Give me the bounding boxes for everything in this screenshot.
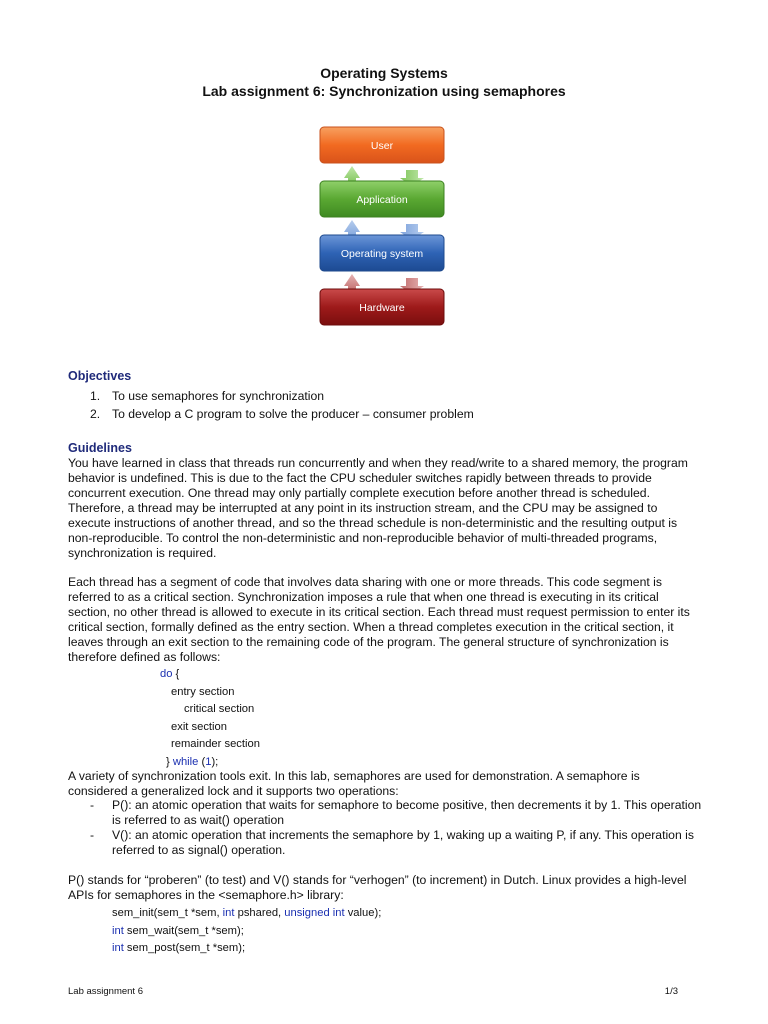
list-item: - V(): an atomic operation that increments the semaphore by 1, waking up a waiting P, if any. This operation is referred to as signal() operation.	[90, 828, 694, 857]
layer-application	[320, 181, 444, 217]
code-semaphore-api	[112, 905, 381, 958]
code-line: entry section	[171, 685, 235, 698]
paragraph-critical-section: Each thread has a segment of code that involves data sharing with one or more threads. This code segment is referred to as a critical section. Synchronization imposes a rule that when one thread is executing in its critical section, no other thread is allowed to execute in its critical section. Each thread must request permission to enter its critical section, formally defined as the entry section. When a thread completes execution in the critical section, it leaves through an exit section to the remaining code of the program. The general structure of synchronization is therefore defined as follows:	[68, 575, 690, 664]
code-line: remainder section	[171, 738, 260, 750]
page-title: Operating Systems	[320, 65, 448, 81]
objectives-heading: Objectives	[68, 369, 132, 383]
semaphore-operations-list	[68, 798, 702, 858]
layer-operating-system-label: Operating system	[340, 248, 424, 260]
list-item: - P(): an atomic operation that waits for semaphore to become positive, then decrements it by 1. This operation is referred to as wait() operation	[90, 798, 702, 827]
code-line: exit section	[171, 720, 227, 733]
paragraph-linux-api: P() stands for “proberen” (to test) and V() stands for “verhogen” (to increment) in Dutch. Linux provides a high-level APIs for semaphores in the <semaphore.h> library:	[68, 873, 687, 902]
paragraph-semaphores: A variety of synchronization tools exit. In this lab, semaphores are used for demonstration. A semaphore is considered a generalized lock and it supports two operations:	[68, 769, 640, 798]
footer-label: Lab assignment 6	[68, 986, 143, 997]
code-line: sem_init(sem_t *sem, int pshared, unsigned int value);	[112, 907, 382, 919]
guidelines-heading: Guidelines	[68, 441, 132, 455]
list-number: 2.	[90, 407, 101, 421]
code-sync-structure	[160, 666, 260, 771]
list-number: 1.	[90, 389, 101, 403]
code-keyword: while	[172, 755, 199, 768]
list-item	[68, 387, 688, 405]
layer-hardware-label: Hardware	[359, 302, 405, 314]
layer-application-label: Application	[356, 194, 408, 206]
paragraph-threads: You have learned in class that threads run concurrently and when they read/write to a shared memory, the program behavior is undefined. This is due to the fact the CPU scheduler switches rapidly between threads to provide concurrent execution. One thread may only partially complete execution before another thread is scheduled. Therefore, a thread may be interrupted at any point in its instruction stream, and the CPU may be assigned to execute instructions of another thread, and so the thread schedule is non-deterministic and the resulting output is non-reproducible. To control the non-deterministic and non-reproducible behavior of multi-threaded programs, synchronization is required.	[68, 456, 688, 560]
list-text: To use semaphores for synchronization	[112, 389, 325, 403]
list-text: To develop a C program to solve the producer – consumer problem	[112, 407, 474, 421]
layer-hardware	[320, 289, 444, 325]
layer-diagram	[316, 124, 448, 328]
page-number: 1/3	[664, 986, 678, 997]
objectives-list	[68, 387, 688, 423]
layer-user-label: User	[370, 140, 394, 152]
code-line: critical section	[184, 703, 255, 715]
layer-operating-system	[320, 235, 444, 271]
code-line: do {	[160, 668, 180, 680]
layer-user	[320, 127, 444, 163]
code-line: int sem_wait(sem_t *sem);	[112, 924, 244, 937]
code-keyword: do	[160, 668, 173, 680]
list-item	[68, 405, 688, 423]
code-line: int sem_post(sem_t *sem);	[112, 942, 246, 954]
page-subtitle: Lab assignment 6: Synchronization using semaphores	[202, 83, 566, 99]
code-line: } while (1);	[166, 755, 219, 768]
